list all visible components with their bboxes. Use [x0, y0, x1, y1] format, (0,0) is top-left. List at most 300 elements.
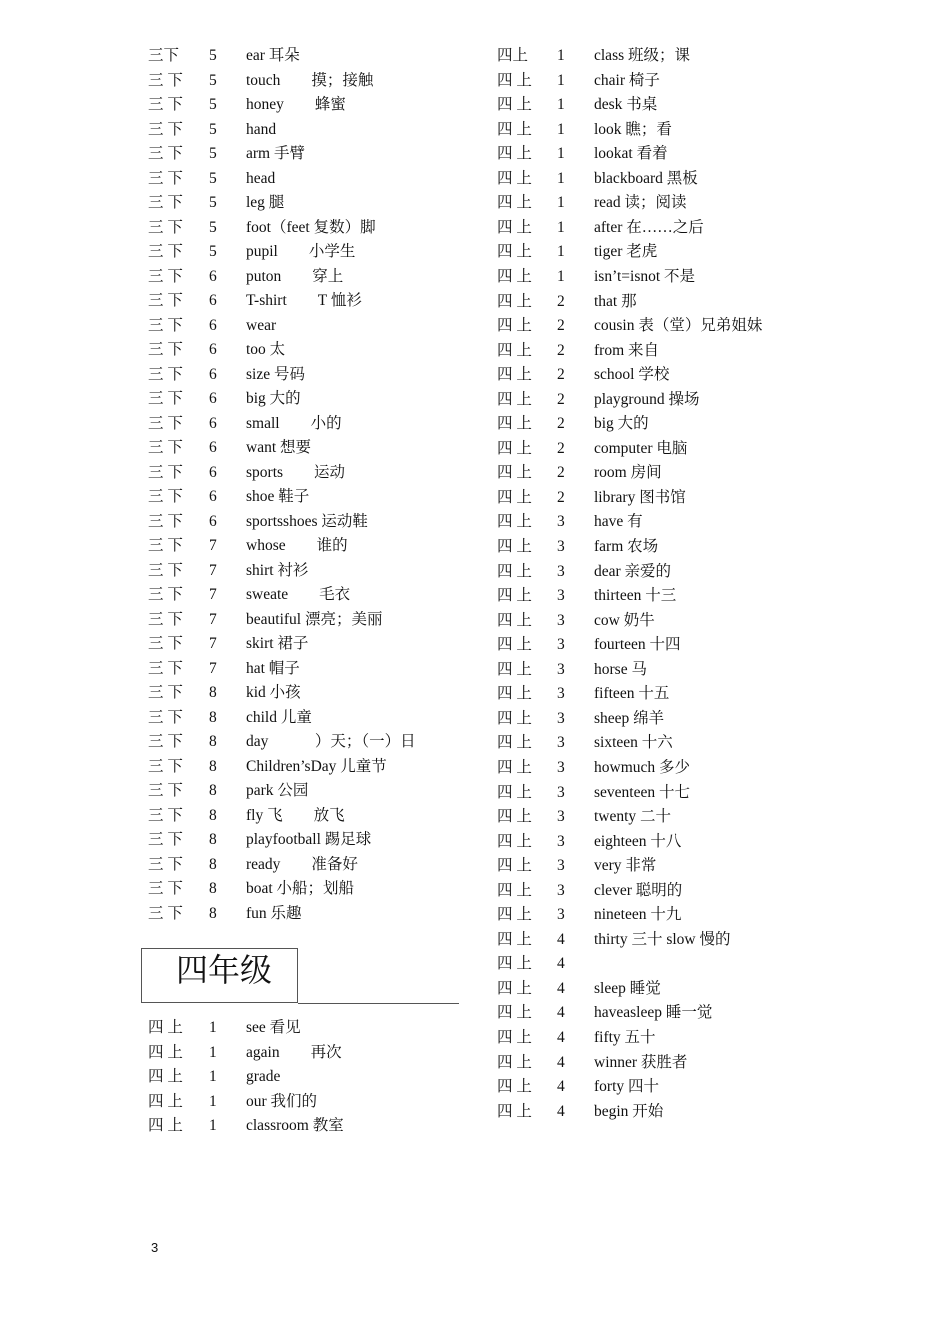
- vocab-word: grade: [246, 1068, 281, 1085]
- vocab-word: horse 马: [594, 660, 647, 678]
- vocab-word: farm 农场: [594, 538, 659, 555]
- vocab-word: arm 手臂: [246, 145, 305, 162]
- vocab-grade: 三 下: [148, 659, 183, 677]
- vocab-grade: 三 下: [148, 365, 183, 383]
- vocab-row: [0, 1026, 950, 1050]
- vocab-unit: 6: [209, 390, 217, 407]
- vocab-grade: 三 下: [148, 806, 183, 824]
- vocab-unit: 6: [209, 414, 217, 432]
- vocab-word: howmuch 多少: [594, 758, 691, 776]
- vocab-unit: 2: [557, 464, 565, 482]
- vocab-word: that 那: [594, 292, 637, 310]
- vocab-word: haveasleep 睡一觉: [594, 1004, 713, 1022]
- vocab-grade: 三 下: [148, 733, 183, 750]
- vocab-grade: 三 下: [148, 267, 183, 285]
- vocab-grade: 三 下: [148, 880, 183, 897]
- vocab-word: child 儿童: [246, 708, 312, 726]
- vocab-word: foot（feet 复数）脚: [246, 218, 376, 236]
- vocab-grade: 三 下: [148, 120, 183, 138]
- vocab-word: playground 操场: [594, 390, 700, 408]
- vocab-grade: 四 上: [497, 243, 532, 261]
- vocab-grade: 四 上: [497, 1078, 532, 1096]
- vocab-word: sports 运动: [246, 463, 346, 481]
- vocab-word: school 学校: [594, 366, 670, 384]
- vocab-row: [0, 69, 950, 93]
- vocab-row: [0, 952, 950, 976]
- vocab-unit: 2: [557, 317, 565, 335]
- vocab-grade: 三 下: [148, 757, 183, 775]
- vocab-unit: 6: [209, 267, 217, 285]
- vocab-grade: 三 下: [148, 292, 183, 309]
- vocab-word: cow 奶牛: [594, 611, 655, 629]
- vocab-grade: 四 上: [497, 1102, 532, 1120]
- vocab-grade: 三 下: [148, 414, 183, 432]
- vocab-word: T-shirt T 恤衫: [246, 292, 362, 309]
- vocab-grade: 四 上: [497, 120, 532, 138]
- vocab-word: computer 电脑: [594, 439, 688, 457]
- vocab-unit: 3: [557, 857, 565, 875]
- vocab-row: [0, 167, 950, 191]
- vocab-unit: 3: [557, 513, 565, 531]
- vocab-grade: 三 下: [148, 71, 183, 89]
- vocab-row: [0, 142, 950, 166]
- vocab-grade: 四 上: [497, 709, 532, 727]
- vocab-unit: 2: [557, 488, 565, 506]
- vocab-word: big 大的: [246, 390, 301, 407]
- vocab-row: [0, 1001, 950, 1025]
- vocab-unit: 8: [209, 757, 217, 775]
- vocab-grade: 四 上: [148, 1019, 183, 1036]
- vocab-grade: 四 上: [497, 906, 532, 924]
- vocab-unit: 8: [209, 880, 217, 897]
- vocab-word: big 大的: [594, 415, 649, 433]
- vocab-row: [0, 854, 950, 878]
- vocab-grade: 四 上: [497, 832, 532, 850]
- vocab-unit: 1: [557, 145, 565, 163]
- vocab-unit: 4: [557, 930, 565, 948]
- vocab-word: chair 椅子: [594, 71, 660, 89]
- vocab-word: winner 获胜者: [594, 1053, 688, 1071]
- vocab-word: sportsshoes 运动鞋: [246, 512, 368, 530]
- vocab-unit: 5: [209, 194, 217, 211]
- vocab-word: cousin 表（堂）兄弟姐妹: [594, 317, 763, 335]
- vocab-row: [0, 1100, 950, 1124]
- vocab-grade: 四 上: [497, 390, 532, 408]
- vocab-grade: 四上: [497, 47, 529, 64]
- vocab-unit: 1: [209, 1043, 217, 1061]
- vocab-grade: 四 上: [497, 317, 532, 335]
- vocab-row: [0, 756, 950, 780]
- vocab-unit: 4: [557, 1078, 565, 1096]
- vocab-unit: 6: [209, 292, 217, 309]
- vocab-grade: 三 下: [148, 904, 183, 922]
- vocab-unit: 7: [209, 659, 217, 677]
- vocab-grade: 四 上: [497, 464, 532, 482]
- vocab-word: whose 谁的: [246, 537, 348, 554]
- vocab-unit: 3: [557, 758, 565, 776]
- vocab-word: sweate 毛衣: [246, 586, 351, 603]
- vocab-grade: 四 上: [497, 341, 532, 359]
- vocab-unit: 6: [209, 463, 217, 481]
- vocab-unit: 2: [557, 292, 565, 310]
- vocab-grade: 四 上: [497, 758, 532, 776]
- vocab-unit: 5: [209, 96, 217, 113]
- vocab-row: [0, 535, 950, 559]
- vocab-grade: 三 下: [148, 341, 183, 358]
- vocab-word: want 想要: [246, 439, 312, 456]
- vocab-grade: 三 下: [148, 610, 183, 628]
- vocab-unit: 4: [557, 1004, 565, 1022]
- vocab-unit: 5: [209, 120, 217, 138]
- vocab-unit: 5: [209, 243, 217, 260]
- vocab-word: nineteen 十九: [594, 906, 682, 924]
- vocab-row: [0, 805, 950, 829]
- vocab-word: isn’t=isnot 不是: [594, 267, 696, 285]
- vocab-word: playfootball 踢足球: [246, 831, 372, 848]
- vocab-word: small 小的: [246, 414, 342, 432]
- vocab-word: boat 小船；划船: [246, 880, 355, 897]
- vocab-row: [0, 412, 950, 436]
- vocab-word: size 号码: [246, 365, 305, 383]
- vocab-unit: 1: [557, 120, 565, 138]
- vocab-unit: 2: [557, 366, 565, 384]
- vocab-grade: 四 上: [497, 292, 532, 310]
- vocab-unit: 1: [209, 1068, 217, 1085]
- vocab-grade: 三 下: [148, 96, 183, 113]
- vocab-unit: 1: [557, 267, 565, 285]
- vocab-grade: 四 上: [148, 1043, 183, 1061]
- vocab-unit: 3: [557, 906, 565, 924]
- vocab-unit: 1: [209, 1117, 217, 1134]
- vocab-grade: 三 下: [148, 586, 183, 603]
- vocab-grade: 四 上: [497, 955, 532, 973]
- vocab-grade: 四 上: [497, 538, 532, 555]
- vocab-unit: 5: [209, 71, 217, 89]
- vocab-grade: 三 下: [148, 635, 183, 652]
- vocab-unit: 3: [557, 832, 565, 850]
- vocab-word: very 非常: [594, 857, 657, 875]
- vocab-row: [0, 216, 950, 240]
- vocab-unit: 7: [209, 610, 217, 628]
- vocab-word: leg 腿: [246, 194, 285, 211]
- vocab-grade: 四 上: [497, 366, 532, 384]
- vocab-grade: 三 下: [148, 855, 183, 873]
- vocab-grade: 三 下: [148, 512, 183, 530]
- vocab-unit: 6: [209, 341, 217, 358]
- vocab-grade: 三 下: [148, 218, 183, 236]
- vocab-grade: 三 下: [148, 708, 183, 726]
- vocab-unit: 6: [209, 365, 217, 383]
- vocab-grade: 四 上: [497, 734, 532, 752]
- vocab-word: hand: [246, 120, 277, 138]
- vocab-grade: 四 上: [497, 415, 532, 433]
- vocab-grade: 四 上: [497, 96, 532, 114]
- vocab-row: [0, 486, 950, 510]
- vocab-grade: 四 上: [497, 611, 532, 629]
- vocab-word: hat 帽子: [246, 659, 300, 677]
- vocab-unit: 1: [557, 243, 565, 261]
- vocab-unit: 8: [209, 855, 217, 873]
- vocab-grade: 三 下: [148, 390, 183, 407]
- vocab-row: [0, 830, 950, 854]
- vocab-unit: 6: [209, 439, 217, 456]
- vocab-unit: 1: [209, 1092, 217, 1110]
- vocab-grade: 三 下: [148, 684, 183, 701]
- vocab-row: [0, 707, 950, 731]
- vocab-row: [0, 658, 950, 682]
- vocab-unit: 7: [209, 586, 217, 603]
- vocab-word: forty 四十: [594, 1078, 660, 1096]
- vocab-word: have 有: [594, 513, 643, 531]
- vocab-word: classroom 教室: [246, 1117, 344, 1134]
- vocab-word: puton 穿上: [246, 267, 344, 285]
- vocab-unit: 7: [209, 561, 217, 579]
- vocab-grade: 四 上: [497, 857, 532, 875]
- vocab-word: fourteen 十四: [594, 636, 681, 654]
- vocab-row: [0, 339, 950, 363]
- vocab-word: beautiful 漂亮；美丽: [246, 610, 383, 628]
- vocab-word: head: [246, 169, 276, 187]
- vocab-unit: 6: [209, 512, 217, 530]
- vocab-row: [0, 437, 950, 461]
- vocab-unit: 4: [557, 1102, 565, 1120]
- vocab-word: lookat 看着: [594, 145, 668, 163]
- section-heading: 四年级: [176, 951, 273, 989]
- vocab-grade: 四 上: [497, 1029, 532, 1046]
- vocab-unit: 4: [557, 979, 565, 997]
- vocab-word: from 来自: [594, 341, 660, 359]
- vocab-grade: 四 上: [497, 488, 532, 506]
- vocab-unit: 5: [209, 169, 217, 187]
- vocab-word: kid 小孩: [246, 684, 301, 701]
- vocab-grade: 四 上: [497, 685, 532, 703]
- vocab-grade: 四 上: [497, 783, 532, 801]
- vocab-unit: 3: [557, 881, 565, 899]
- vocab-grade: 四 上: [497, 194, 532, 212]
- vocab-word: fifty 五十: [594, 1029, 656, 1046]
- vocab-grade: 四 上: [148, 1117, 183, 1134]
- vocab-unit: 1: [557, 218, 565, 236]
- vocab-grade: 四 上: [497, 267, 532, 285]
- vocab-unit: 4: [557, 955, 565, 973]
- vocab-row: [0, 461, 950, 485]
- vocab-unit: 1: [557, 169, 565, 187]
- vocab-grade: 四 上: [497, 71, 532, 89]
- vocab-unit: 3: [557, 538, 565, 555]
- vocab-row: [0, 44, 950, 68]
- vocab-word: seventeen 十七: [594, 783, 690, 801]
- vocab-unit: 8: [209, 904, 217, 922]
- vocab-grade: 四 上: [497, 562, 532, 580]
- vocab-unit: 3: [557, 636, 565, 654]
- vocab-word: sleep 睡觉: [594, 979, 661, 997]
- vocab-grade: 三 下: [148, 488, 183, 505]
- vocab-word: shoe 鞋子: [246, 488, 310, 505]
- vocab-unit: 8: [209, 733, 217, 750]
- vocab-word: day ）天；（一）日: [246, 733, 416, 750]
- vocab-unit: 2: [557, 390, 565, 408]
- vocab-row: [0, 928, 950, 952]
- vocab-grade: 三 下: [148, 537, 183, 554]
- vocab-grade: 三 下: [148, 145, 183, 162]
- vocab-word: pupil 小学生: [246, 243, 356, 260]
- vocab-grade: 三 下: [148, 316, 183, 334]
- vocab-unit: 1: [557, 96, 565, 114]
- vocab-word: Children’sDay 儿童节: [246, 757, 387, 775]
- vocab-unit: 3: [557, 709, 565, 727]
- vocab-row: [0, 1075, 950, 1099]
- vocab-word: touch 摸；接触: [246, 71, 374, 89]
- vocab-row: [0, 118, 950, 142]
- vocab-grade: 四 上: [497, 587, 532, 605]
- vocab-unit: 7: [209, 537, 217, 554]
- vocab-unit: 8: [209, 831, 217, 848]
- vocab-word: too 太: [246, 341, 286, 358]
- vocab-word: after 在……之后: [594, 218, 704, 236]
- vocab-row: [0, 1051, 950, 1075]
- vocab-row: [0, 363, 950, 387]
- vocab-grade: 三 下: [148, 194, 183, 211]
- vocab-grade: 四 上: [497, 1053, 532, 1071]
- vocab-row: [0, 191, 950, 215]
- vocab-word: shirt 衬衫: [246, 561, 309, 579]
- vocab-grade: 三 下: [148, 831, 183, 848]
- vocab-grade: 四 上: [497, 439, 532, 457]
- vocab-word: skirt 裙子: [246, 635, 309, 652]
- vocab-unit: 8: [209, 782, 217, 799]
- vocab-word: twenty 二十: [594, 808, 672, 826]
- vocab-row: [0, 584, 950, 608]
- vocab-row: [0, 240, 950, 264]
- vocab-grade: 四 上: [497, 218, 532, 236]
- vocab-word: blackboard 黑板: [594, 169, 698, 187]
- vocab-unit: 3: [557, 783, 565, 801]
- vocab-unit: 8: [209, 708, 217, 726]
- vocab-unit: 1: [209, 1019, 217, 1036]
- vocab-word: sixteen 十六: [594, 734, 673, 752]
- vocab-word: wear: [246, 316, 277, 334]
- vocab-grade: 三 下: [148, 439, 183, 456]
- vocab-row: [0, 93, 950, 117]
- vocab-word: our 我们的: [246, 1092, 318, 1110]
- vocab-row: [0, 290, 950, 314]
- vocab-unit: 3: [557, 660, 565, 678]
- vocab-row: [0, 977, 950, 1001]
- vocab-row: [0, 388, 950, 412]
- vocab-row: [0, 314, 950, 338]
- vocab-grade: 四 上: [497, 513, 532, 531]
- vocab-word: fly 飞 放飞: [246, 806, 345, 824]
- vocab-unit: 3: [557, 734, 565, 752]
- vocab-unit: 1: [557, 194, 565, 212]
- vocab-grade: 三 下: [148, 243, 183, 260]
- vocab-word: desk 书桌: [594, 96, 658, 114]
- vocab-word: park 公园: [246, 782, 309, 799]
- vocab-word: sheep 绵羊: [594, 709, 665, 727]
- vocab-unit: 8: [209, 806, 217, 824]
- vocab-grade: 四 上: [497, 979, 532, 997]
- vocab-word: ear 耳朵: [246, 47, 300, 64]
- vocab-word: begin 开始: [594, 1102, 664, 1120]
- vocab-row: [0, 560, 950, 584]
- vocab-word: class 班级；课: [594, 47, 691, 64]
- vocab-unit: 1: [557, 71, 565, 89]
- vocab-word: fun 乐趣: [246, 904, 302, 922]
- vocab-unit: 3: [557, 685, 565, 703]
- vocab-unit: 5: [209, 145, 217, 162]
- vocab-grade: 四 上: [148, 1068, 183, 1085]
- vocab-word: library 图书馆: [594, 488, 686, 506]
- page-number: 3: [151, 1240, 159, 1255]
- vocab-word: eighteen 十八: [594, 832, 682, 850]
- vocab-unit: 6: [209, 316, 217, 334]
- vocab-unit: 4: [557, 1053, 565, 1071]
- vocab-grade: 四 上: [497, 808, 532, 826]
- vocab-grade: 三 下: [148, 169, 183, 187]
- vocab-grade: 四 上: [497, 636, 532, 654]
- vocab-unit: 7: [209, 635, 217, 652]
- vocab-row: [0, 633, 950, 657]
- vocab-row: [0, 781, 950, 805]
- vocab-grade: 三 下: [148, 561, 183, 579]
- vocab-unit: 8: [209, 684, 217, 701]
- vocab-grade: 三下: [148, 47, 180, 64]
- vocab-unit: 6: [209, 488, 217, 505]
- vocab-row: [0, 731, 950, 755]
- vocab-grade: 三 下: [148, 782, 183, 799]
- vocab-row: [0, 682, 950, 706]
- vocab-word: clever 聪明的: [594, 881, 683, 899]
- vocab-grade: 四 上: [497, 881, 532, 899]
- vocab-grade: 四 上: [497, 930, 532, 948]
- vocab-unit: 2: [557, 439, 565, 457]
- vocab-word: tiger 老虎: [594, 243, 658, 261]
- vocab-unit: 4: [557, 1029, 565, 1046]
- vocab-word: honey 蜂蜜: [246, 96, 346, 113]
- vocab-word: dear 亲爱的: [594, 562, 672, 580]
- vocab-word: thirty 三十 slow 慢的: [594, 930, 731, 948]
- vocab-word: read 读；阅读: [594, 194, 687, 212]
- vocab-word: ready 准备好: [246, 855, 358, 873]
- vocab-unit: 5: [209, 47, 217, 64]
- vocab-row: [0, 510, 950, 534]
- vocab-row: [0, 265, 950, 289]
- vocab-word: room 房间: [594, 464, 662, 482]
- vocab-unit: 3: [557, 808, 565, 826]
- vocab-word: thirteen 十三: [594, 587, 677, 605]
- vocab-word: look 瞧；看: [594, 120, 672, 138]
- vocab-word: see 看见: [246, 1019, 301, 1036]
- vocab-unit: 3: [557, 611, 565, 629]
- vocab-grade: 四 上: [497, 1004, 532, 1022]
- vocab-grade: 四 上: [497, 660, 532, 678]
- vocab-word: again 再次: [246, 1043, 342, 1061]
- vocab-word: fifteen 十五: [594, 685, 670, 703]
- vocab-row: [0, 609, 950, 633]
- vocab-unit: 1: [557, 47, 565, 64]
- vocab-unit: 2: [557, 415, 565, 433]
- vocab-unit: 5: [209, 218, 217, 236]
- vocab-grade: 四 上: [497, 145, 532, 163]
- vocab-row: [0, 879, 950, 903]
- vocab-grade: 四 上: [497, 169, 532, 187]
- vocab-unit: 2: [557, 341, 565, 359]
- vocab-unit: 3: [557, 562, 565, 580]
- vocab-row: [0, 903, 950, 927]
- vocab-unit: 3: [557, 587, 565, 605]
- vocab-grade: 四 上: [148, 1092, 183, 1110]
- vocab-grade: 三 下: [148, 463, 183, 481]
